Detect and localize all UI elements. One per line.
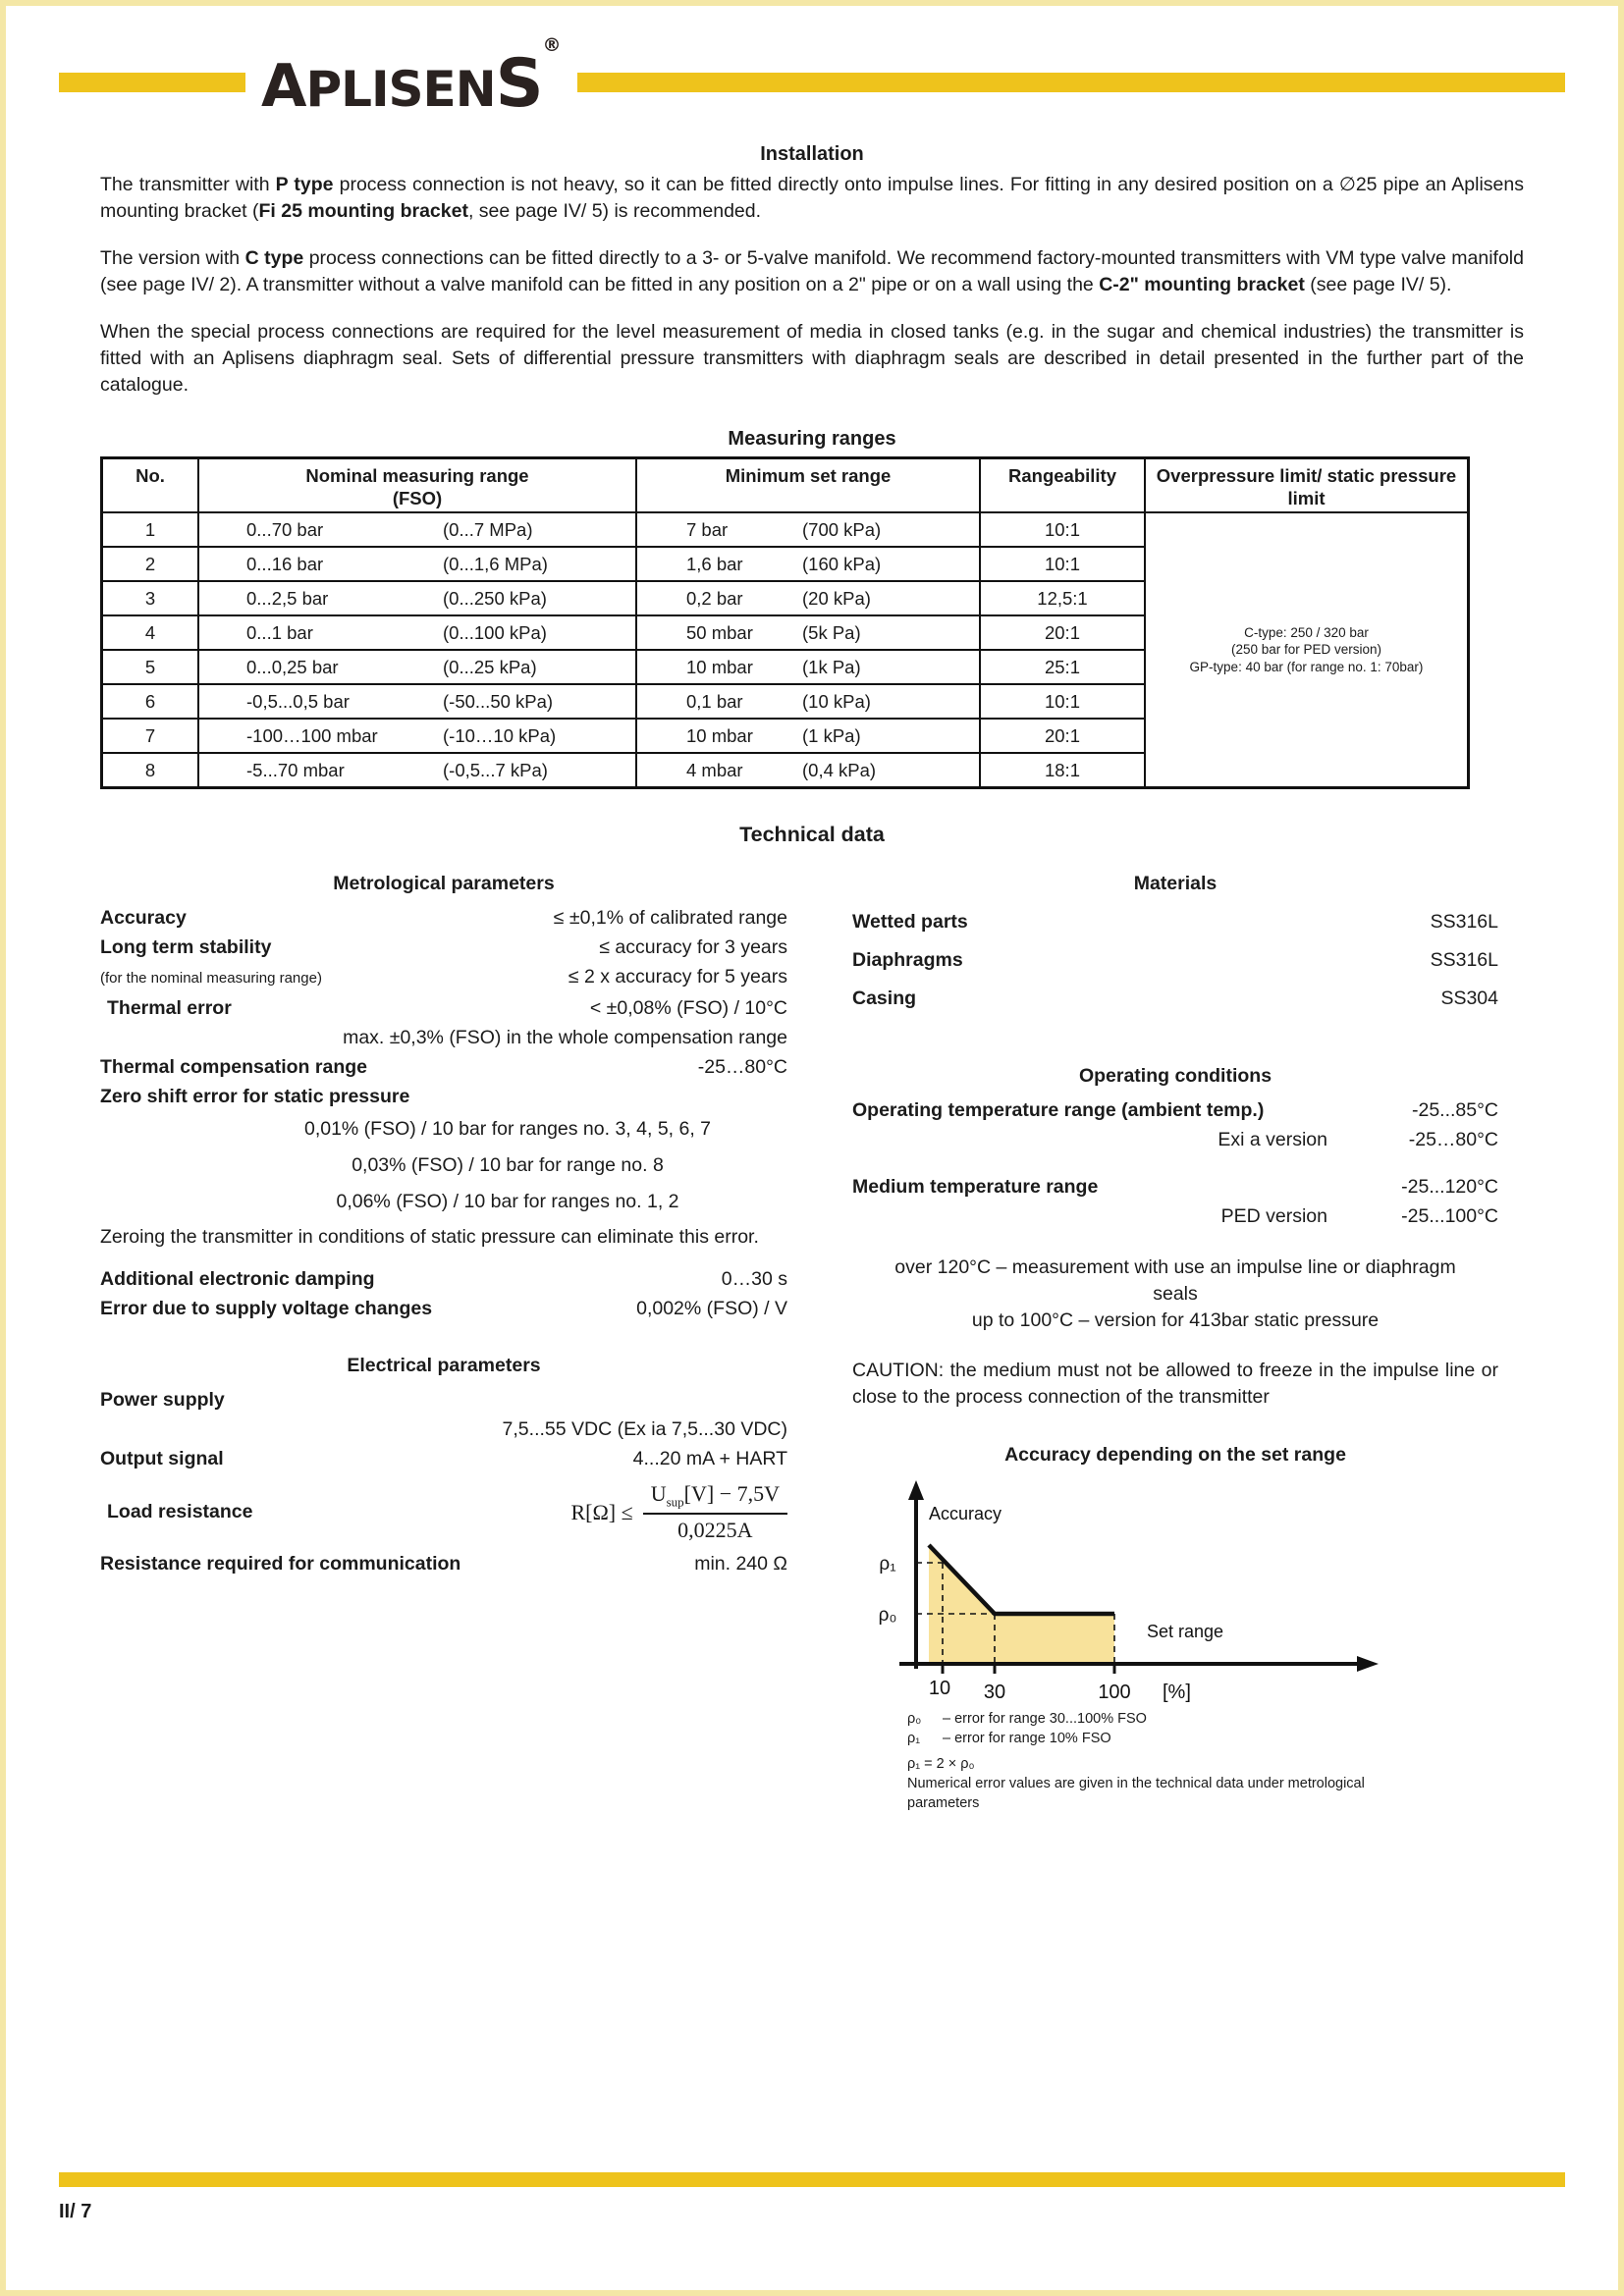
col-header-rangeability: Rangeability [980, 458, 1145, 513]
chart-note-rho1 [907, 1729, 1498, 1748]
rho0-label: ρ₀ [878, 1605, 897, 1626]
formula-u: U [650, 1481, 667, 1506]
metrological-title: Metrological parameters [333, 873, 555, 894]
communication-resistance-row [100, 1549, 787, 1578]
min-bar: 10 mbar [686, 724, 753, 746]
accuracy-row [100, 903, 787, 933]
cell-no: 8 [102, 753, 199, 788]
min-bar: 1,6 bar [686, 553, 743, 574]
lts-note-row [100, 962, 787, 993]
cell-nominal [198, 615, 636, 650]
chart-equation: ρ₁ = 2 × ρ₀ [907, 1756, 975, 1772]
min-bar: 50 mbar [686, 621, 753, 643]
medium-temp-row [852, 1172, 1498, 1201]
col-header-minimum: Minimum set range [636, 458, 980, 513]
overpressure-line2: (250 bar for PED version) [1230, 642, 1382, 658]
caution-note: CAUTION: the medium must not be allowed to freeze in the impulse line or close to the process connection of the transmitter [852, 1360, 1498, 1408]
exi-version-label: Exi a version [1218, 1129, 1327, 1150]
page-header [59, 34, 1565, 123]
ped-version-label: PED version [1220, 1205, 1327, 1227]
lts-label: Long term stability [100, 936, 272, 958]
diaphragms-label: Diaphragms [852, 949, 963, 971]
chart-footnote: Numerical error values are given in the technical data under metrological parameters [907, 1776, 1365, 1811]
cell-no: 4 [102, 615, 199, 650]
output-signal-row [100, 1444, 787, 1473]
damping-row [100, 1264, 787, 1294]
formula-fraction [643, 1481, 787, 1543]
registered-mark: ® [542, 34, 562, 56]
measuring-ranges-title: Measuring ranges [728, 428, 896, 450]
min-bar: 0,1 bar [686, 690, 743, 712]
exi-version-row [852, 1125, 1498, 1154]
chart-notes [907, 1709, 1498, 1813]
nominal-si: (0...250 kPa) [443, 587, 547, 609]
thermal-error-value: < ±0,08% (FSO) / 10°C [589, 997, 787, 1019]
tick-label-100: 100 [1098, 1682, 1131, 1703]
min-bar: 7 bar [686, 518, 729, 540]
accuracy-chart-figure [852, 1476, 1461, 1704]
nominal-si: (0...100 kPa) [443, 621, 547, 643]
damping-label: Additional electronic damping [100, 1268, 375, 1290]
accuracy-chart [852, 1444, 1498, 1813]
table-head [102, 458, 1469, 513]
installation-paragraph-1: The transmitter with P type process connection is not heavy, so it can be fitted directly onto impulse lines. For fitting in any desired position on a ∅25 pipe an Aplisens mounting bracket (Fi 25 mounting bracket, see page IV/ 5) is recommended. [100, 174, 1524, 222]
load-resistance-row [100, 1481, 787, 1543]
min-si: (1k Pa) [802, 656, 861, 677]
thermal-max-line: max. ±0,3% (FSO) in the whole compensation range [343, 1027, 787, 1048]
technical-data-title: Technical data [739, 823, 885, 846]
chart-note-rho0 [907, 1709, 1498, 1729]
installation-paragraph-3: When the special process connections are required for the level measurement of media in closed tanks (e.g. in the sugar and chemical industries) the transmitter is fitted with an Aplisens diaphragm seal. Sets of differential pressure transmitters with diaphragm seals are described in detail presented in the further part of the catalogue. [100, 321, 1524, 396]
nominal-bar: -5...70 mbar [246, 759, 345, 780]
rho1-symbol: ρ₁ [907, 1731, 921, 1746]
casing-value: SS304 [1440, 988, 1498, 1009]
chart-area-fill [929, 1545, 1114, 1664]
load-resistance-formula [570, 1481, 787, 1543]
nominal-bar: -0,5...0,5 bar [246, 690, 350, 712]
materials-title: Materials [1133, 873, 1218, 894]
supply-error-value: 0,002% (FSO) / V [636, 1298, 787, 1319]
cell-nominal [198, 547, 636, 581]
zero-shift-line-2: 0,03% (FSO) / 10 bar for range no. 8 [352, 1154, 664, 1176]
cell-nominal [198, 684, 636, 719]
compensation-value: -25…80°C [697, 1056, 787, 1078]
col-header-nominal [198, 458, 636, 513]
technical-left-column [100, 859, 787, 1813]
chart-title: Accuracy depending on the set range [1004, 1444, 1346, 1466]
rho1-label: ρ₁ [879, 1554, 896, 1575]
aplisens-logo [245, 34, 577, 123]
medium-temp-label: Medium temperature range [852, 1176, 1099, 1198]
cell-minimum [636, 581, 980, 615]
y-axis-label: Accuracy [929, 1504, 1002, 1523]
over-120-note: over 120°C – measurement with use an impulse line or diaphragm seals [894, 1256, 1456, 1305]
rho1-note-text: – error for range 10% FSO [943, 1731, 1111, 1746]
logo-letters-mid: PLISEN [305, 61, 496, 118]
compensation-range-row [100, 1052, 787, 1082]
technical-columns [100, 859, 1524, 1813]
zero-shift-row [100, 1082, 787, 1111]
min-si: (20 kPa) [802, 587, 871, 609]
up-to-100-note: up to 100°C – version for 413bar static pressure [971, 1309, 1380, 1331]
cell-no: 3 [102, 581, 199, 615]
main-content [100, 143, 1524, 847]
cell-rangeability: 10:1 [980, 684, 1145, 719]
cell-overpressure [1145, 512, 1469, 788]
nominal-si: (0...1,6 MPa) [443, 553, 548, 574]
power-supply-value: 7,5...55 VDC (Ex ia 7,5...30 VDC) [502, 1418, 787, 1440]
formula-lhs: R[Ω] ≤ [570, 1499, 633, 1524]
casing-label: Casing [852, 988, 917, 1009]
communication-label: Resistance required for communication [100, 1553, 461, 1575]
power-supply-label: Power supply [100, 1389, 225, 1411]
thermal-error-label: Thermal error [107, 997, 232, 1019]
cell-nominal [198, 719, 636, 753]
rho0-symbol: ρ₀ [907, 1711, 922, 1727]
tick-label-30: 30 [983, 1682, 1006, 1703]
cell-nominal [198, 581, 636, 615]
wetted-parts-label: Wetted parts [852, 911, 968, 933]
cell-nominal [198, 512, 636, 547]
x-axis-label: Set range [1147, 1622, 1224, 1641]
cell-rangeability: 18:1 [980, 753, 1145, 788]
col-header-overpressure: Overpressure limit/ static pressure limit [1145, 458, 1469, 513]
cell-rangeability: 12,5:1 [980, 581, 1145, 615]
col-header-nominal-line1: Nominal measuring range [305, 465, 529, 486]
min-si: (160 kPa) [802, 553, 882, 574]
ped-version-value: -25...100°C [1401, 1205, 1498, 1227]
accuracy-label: Accuracy [100, 907, 187, 929]
formula-sub: sup [666, 1494, 684, 1510]
formula-denominator: 0,0225A [677, 1518, 753, 1543]
installation-paragraph-2: The version with C type process connections can be fitted directly to a 3- or 5-valve manifold. We recommend factory-mounted transmitters with VM type valve manifold (see page IV/ 2). A transmitter without a valve manifold can be fitted in any position on a 2" pipe or on a wall using the C-2" mounting bracket (see page IV/ 5). [100, 247, 1524, 295]
header-row [102, 458, 1469, 513]
col-header-no: No. [102, 458, 199, 513]
ambient-temp-row [852, 1095, 1498, 1125]
load-resistance-label: Load resistance [107, 1501, 253, 1523]
compensation-label: Thermal compensation range [100, 1056, 367, 1078]
medium-temp-value: -25...120°C [1401, 1176, 1498, 1198]
accuracy-value: ≤ ±0,1% of calibrated range [553, 907, 787, 929]
nominal-si: (-0,5...7 kPa) [443, 759, 548, 780]
lts-note: (for the nominal measuring range) [100, 970, 322, 987]
nominal-bar: -100…100 mbar [246, 724, 378, 746]
rho0-note-text: – error for range 30...100% FSO [943, 1711, 1147, 1727]
operating-conditions-title: Operating conditions [1078, 1065, 1272, 1087]
logo-letter-a: A [261, 52, 306, 121]
min-bar: 10 mbar [686, 656, 753, 677]
nominal-bar: 0...2,5 bar [246, 587, 329, 609]
nominal-si: (-50...50 kPa) [443, 690, 554, 712]
thermal-error-row [100, 993, 787, 1023]
zero-shift-label: Zero shift error for static pressure [100, 1086, 410, 1107]
power-supply-row [100, 1385, 787, 1415]
zero-shift-line-1: 0,01% (FSO) / 10 bar for ranges no. 3, 4, 5, 6, 7 [303, 1118, 712, 1140]
cell-no: 7 [102, 719, 199, 753]
ambient-temp-label: Operating temperature range (ambient temp.) [852, 1099, 1265, 1121]
cell-rangeability: 20:1 [980, 615, 1145, 650]
overpressure-line3: GP-type: 40 bar (for range no. 1: 70bar) [1189, 659, 1424, 674]
col-header-nominal-line2: (FSO) [392, 488, 443, 508]
min-si: (5k Pa) [802, 621, 861, 643]
cell-minimum [636, 615, 980, 650]
nominal-bar: 0...70 bar [246, 518, 324, 540]
nominal-bar: 0...16 bar [246, 553, 324, 574]
material-row [852, 903, 1498, 941]
electrical-title: Electrical parameters [347, 1355, 541, 1376]
cell-rangeability: 25:1 [980, 650, 1145, 684]
lts-value-2: ≤ 2 x accuracy for 5 years [568, 966, 787, 988]
y-axis-arrow [908, 1480, 924, 1500]
material-row [852, 941, 1498, 980]
zero-shift-line-3: 0,06% (FSO) / 10 bar for ranges no. 1, 2 [336, 1191, 679, 1212]
min-si: (0,4 kPa) [802, 759, 877, 780]
cell-rangeability: 10:1 [980, 512, 1145, 547]
tick-label-10: 10 [928, 1678, 951, 1699]
nominal-si: (-10…10 kPa) [443, 724, 557, 746]
cell-minimum [636, 512, 980, 547]
formula-numerator [643, 1481, 787, 1515]
material-row [852, 980, 1498, 1018]
cell-minimum [636, 719, 980, 753]
cell-minimum [636, 753, 980, 788]
supply-error-row [100, 1294, 787, 1323]
zeroing-note: Zeroing the transmitter in conditions of static pressure can eliminate this error. [100, 1226, 759, 1248]
cell-minimum [636, 650, 980, 684]
min-bar: 4 mbar [686, 759, 743, 780]
min-si: (700 kPa) [802, 518, 882, 540]
overpressure-line1: C-type: 250 / 320 bar [1244, 624, 1369, 640]
cell-rangeability: 10:1 [980, 547, 1145, 581]
table-body [102, 512, 1469, 788]
page-number: II/ 7 [59, 2201, 92, 2222]
ambient-temp-value: -25...85°C [1411, 1099, 1498, 1121]
wetted-parts-value: SS316L [1430, 911, 1498, 933]
cell-minimum [636, 684, 980, 719]
header-bar-right [577, 73, 1565, 92]
cell-minimum [636, 547, 980, 581]
exi-version-value: -25…80°C [1408, 1129, 1498, 1150]
min-si: (10 kPa) [802, 690, 871, 712]
x-unit-label: [%] [1163, 1682, 1191, 1703]
long-term-stability-row [100, 933, 787, 962]
nominal-si: (0...25 kPa) [443, 656, 537, 677]
lts-value: ≤ accuracy for 3 years [599, 936, 787, 958]
cell-no: 1 [102, 512, 199, 547]
formula-num-rest: [V] − 7,5V [683, 1481, 780, 1506]
cell-no: 2 [102, 547, 199, 581]
nominal-bar: 0...0,25 bar [246, 656, 339, 677]
supply-error-label: Error due to supply voltage changes [100, 1298, 433, 1319]
diaphragms-value: SS316L [1430, 949, 1498, 971]
logo-letter-s: S [495, 45, 543, 123]
ped-version-row [852, 1201, 1498, 1231]
zero-shift-values [100, 1111, 787, 1220]
min-si: (1 kPa) [802, 724, 861, 746]
output-signal-value: 4...20 mA + HART [632, 1448, 787, 1469]
measuring-ranges-table [100, 456, 1470, 789]
cell-nominal [198, 650, 636, 684]
header-bar-left [59, 73, 245, 92]
installation-title: Installation [760, 143, 864, 165]
nominal-si: (0...7 MPa) [443, 518, 533, 540]
output-signal-label: Output signal [100, 1448, 224, 1469]
communication-value: min. 240 Ω [694, 1553, 787, 1575]
cell-rangeability: 20:1 [980, 719, 1145, 753]
x-axis-arrow [1357, 1656, 1379, 1672]
technical-right-column [852, 859, 1498, 1813]
min-bar: 0,2 bar [686, 587, 743, 609]
damping-value: 0…30 s [721, 1268, 787, 1290]
nominal-bar: 0...1 bar [246, 621, 313, 643]
cell-no: 6 [102, 684, 199, 719]
cell-nominal [198, 753, 636, 788]
cell-no: 5 [102, 650, 199, 684]
table-row [102, 512, 1469, 547]
footer-bar [59, 2172, 1565, 2187]
